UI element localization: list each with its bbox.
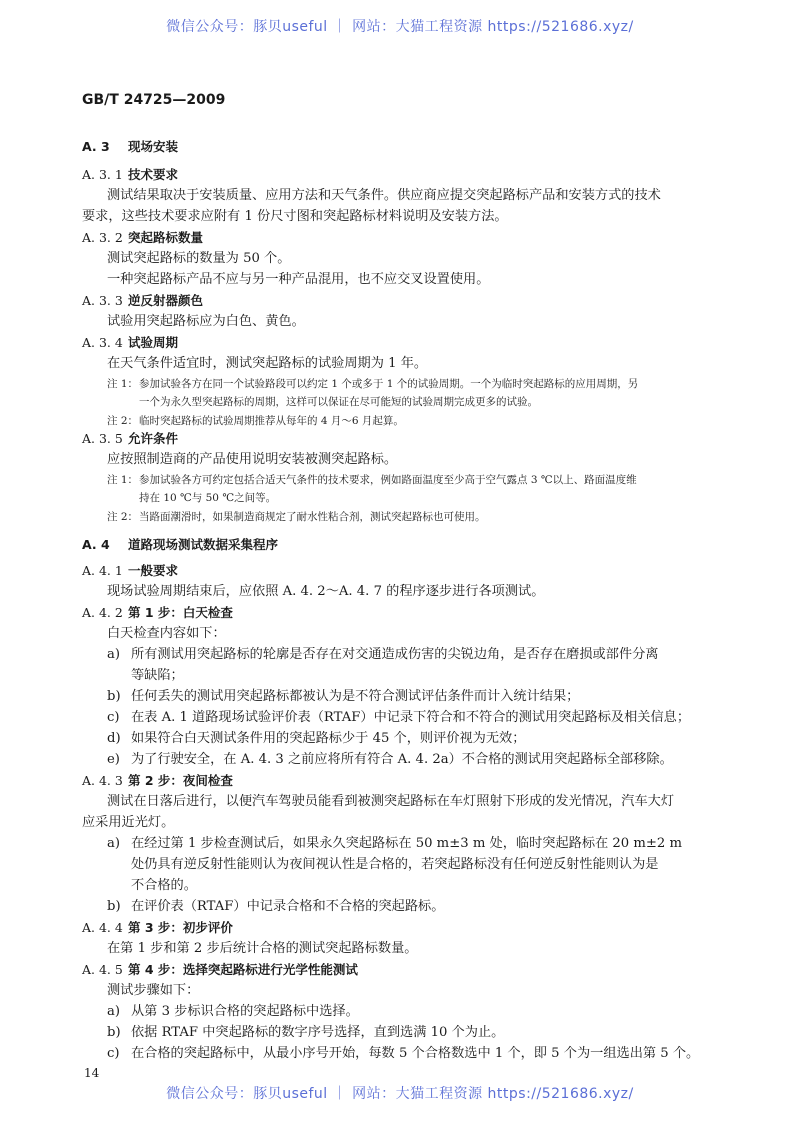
list-text: 在评价表（RTAF）中记录合格和不合格的突起路标。: [131, 899, 445, 914]
subsection-number: A. 3. 3: [82, 293, 123, 308]
note-label: 注 1：: [107, 378, 139, 390]
subsection-title: 第 3 步：初步评价: [128, 920, 233, 935]
list-label: a): [107, 836, 121, 851]
list-text: 如果符合白天测试条件用的突起路标少于 45 个，则评价视为无效；: [131, 731, 526, 746]
section-number: A. 4: [82, 537, 110, 552]
paragraph: 测试在日落后进行，以便汽车驾驶员能看到被测突起路标在车灯照射下形成的发光情况，汽车大灯: [107, 794, 675, 809]
section-title: 道路现场测试数据采集程序: [128, 537, 279, 552]
subsection-number: A. 4. 2: [82, 605, 123, 620]
subsection-number: A. 4. 1: [82, 563, 123, 578]
subsection-heading-a45: [82, 961, 358, 979]
paragraph: 一种突起路标产品不应与另一种产品混用，也不应交叉设置使用。: [107, 272, 490, 287]
subsection-heading-a44: [82, 919, 233, 937]
note-text: 当路面潮滑时，如果制造商规定了耐水性粘合剂，测试突起路标也可使用。: [139, 511, 486, 523]
paragraph: 要求，这些技术要求应附有 1 份尺寸图和突起路标材料说明及安装方法。: [82, 209, 508, 224]
list-label: a): [107, 647, 121, 662]
subsection-heading-a43: [82, 772, 233, 790]
list-item: [107, 835, 682, 853]
list-text: 任何丢失的测试用突起路标都被认为是不符合测试评估条件而计入统计结果；: [131, 689, 580, 704]
subsection-number: A. 3. 1: [82, 167, 123, 182]
list-text: 从第 3 步标识合格的突起路标中选择。: [131, 1004, 359, 1019]
list-label: d): [107, 731, 121, 746]
watermark-bottom: 微信公众号：豚贝useful ｜ 网站：大猫工程资源 https://521686.xyz/: [166, 1086, 634, 1102]
paragraph: 试验用突起路标应为白色、黄色。: [107, 314, 305, 329]
section-title: 现场安装: [128, 139, 179, 154]
standard-number: GB/T 24725—2009: [82, 92, 226, 108]
note-text: 临时突起路标的试验周期推荐从每年的 4 月～6 月起算。: [139, 415, 404, 427]
list-label: b): [107, 899, 121, 914]
subsection-title: 第 4 步：选择突起路标进行光学性能测试: [128, 962, 358, 977]
list-label: b): [107, 689, 121, 704]
list-item: [107, 898, 444, 916]
list-continuation: 不合格的。: [131, 878, 197, 893]
paragraph: 测试突起路标的数量为 50 个。: [107, 251, 291, 266]
paragraph: 白天检查内容如下：: [107, 626, 226, 641]
list-item: [107, 646, 659, 664]
watermark-top: 微信公众号：豚贝useful ｜ 网站：大猫工程资源 https://521686.xyz/: [166, 19, 634, 35]
list-text: 在合格的突起路标中，从最小序号开始，每数 5 个合格数选中 1 个，即 5 个为一组选出第 5 个。: [131, 1046, 700, 1061]
note-line: [107, 375, 638, 393]
list-label: e): [107, 752, 120, 767]
list-text: 依据 RTAF 中突起路标的数字序号选择，直到选满 10 个为止。: [131, 1025, 505, 1040]
subsection-title: 第 2 步：夜间检查: [128, 773, 233, 788]
list-text: 所有测试用突起路标的轮廓是否存在对交通造成伤害的尖锐边角，是否存在磨损或部件分离: [131, 647, 659, 662]
list-label: a): [107, 1004, 121, 1019]
subsection-heading-a33: [82, 292, 203, 310]
subsection-number: A. 3. 5: [82, 431, 123, 446]
section-heading-a3: [82, 138, 178, 156]
list-text: 为了行驶安全，在 A. 4. 3 之前应将所有符合 A. 4. 2a）不合格的测试用突起路标全部移除。: [131, 752, 673, 767]
subsection-heading-a32: [82, 229, 203, 247]
subsection-title: 技术要求: [128, 167, 179, 182]
list-continuation: 等缺陷；: [131, 668, 184, 683]
note-text: 参加试验各方在同一个试验路段可以约定 1 个或多于 1 个的试验周期。一个为临时突起路标的应用周期，另: [139, 378, 639, 390]
subsection-title: 允许条件: [128, 431, 179, 446]
subsection-title: 第 1 步：白天检查: [128, 605, 233, 620]
note-line: [107, 471, 637, 489]
subsection-heading-a31: [82, 166, 178, 184]
note-line: [107, 412, 404, 430]
list-item: [107, 751, 673, 769]
page-number: 14: [84, 1066, 100, 1080]
paragraph: 测试步骤如下：: [107, 983, 200, 998]
paragraph: 应采用近光灯。: [82, 815, 175, 830]
paragraph: 测试结果取决于安装质量、应用方法和天气条件。供应商应提交突起路标产品和安装方式的技术: [107, 188, 661, 203]
list-text: 在表 A. 1 道路现场试验评价表（RTAF）中记录下符合和不符合的测试用突起路标及相关信息；: [131, 710, 691, 725]
paragraph: 应按照制造商的产品使用说明安装被测突起路标。: [107, 452, 398, 467]
subsection-heading-a34: [82, 334, 178, 352]
paragraph: 在天气条件适宜时，测试突起路标的试验周期为 1 年。: [107, 356, 428, 371]
list-continuation: 处仍具有逆反射性能则认为夜间视认性是合格的，若突起路标没有任何逆反射性能则认为是: [131, 857, 659, 872]
subsection-number: A. 3. 4: [82, 335, 123, 350]
note-label: 注 1：: [107, 474, 139, 486]
subsection-title: 突起路标数量: [128, 230, 204, 245]
list-item: [107, 688, 579, 706]
list-item: [107, 709, 690, 727]
subsection-title: 一般要求: [128, 563, 179, 578]
list-item: [107, 1003, 359, 1021]
list-label: c): [107, 1046, 120, 1061]
subsection-number: A. 4. 4: [82, 920, 123, 935]
section-number: A. 3: [82, 139, 110, 154]
paragraph: 在第 1 步和第 2 步后统计合格的测试突起路标数量。: [107, 941, 418, 956]
list-label: b): [107, 1025, 121, 1040]
note-text: 参加试验各方可约定包括合适天气条件的技术要求，例如路面温度至少高于空气露点 3 ℃以上、路面温度维: [139, 474, 637, 486]
subsection-number: A. 4. 5: [82, 962, 123, 977]
subsection-number: A. 3. 2: [82, 230, 123, 245]
list-text: 在经过第 1 步检查测试后，如果永久突起路标在 50 m±3 m 处，临时突起路标在 20 m±2 m: [131, 836, 683, 851]
list-label: c): [107, 710, 120, 725]
note-label: 注 2：: [107, 415, 139, 427]
list-item: [107, 1045, 699, 1063]
paragraph: 现场试验周期结束后，应依照 A. 4. 2～A. 4. 7 的程序逐步进行各项测试。: [107, 584, 545, 599]
note-label: 注 2：: [107, 511, 139, 523]
section-heading-a4: [82, 536, 278, 554]
subsection-heading-a35: [82, 430, 178, 448]
subsection-heading-a41: [82, 562, 178, 580]
subsection-heading-a42: [82, 604, 233, 622]
list-item: [107, 1024, 504, 1042]
list-item: [107, 730, 525, 748]
subsection-number: A. 4. 3: [82, 773, 123, 788]
subsection-title: 试验周期: [128, 335, 179, 350]
note-line: [107, 508, 486, 526]
subsection-title: 逆反射器颜色: [128, 293, 204, 308]
note-line: 一个为永久型突起路标的周期，这样可以保证在尽可能短的试验周期完成更多的试验。: [139, 396, 538, 408]
note-line: 持在 10 ℃与 50 ℃之间等。: [139, 492, 277, 504]
